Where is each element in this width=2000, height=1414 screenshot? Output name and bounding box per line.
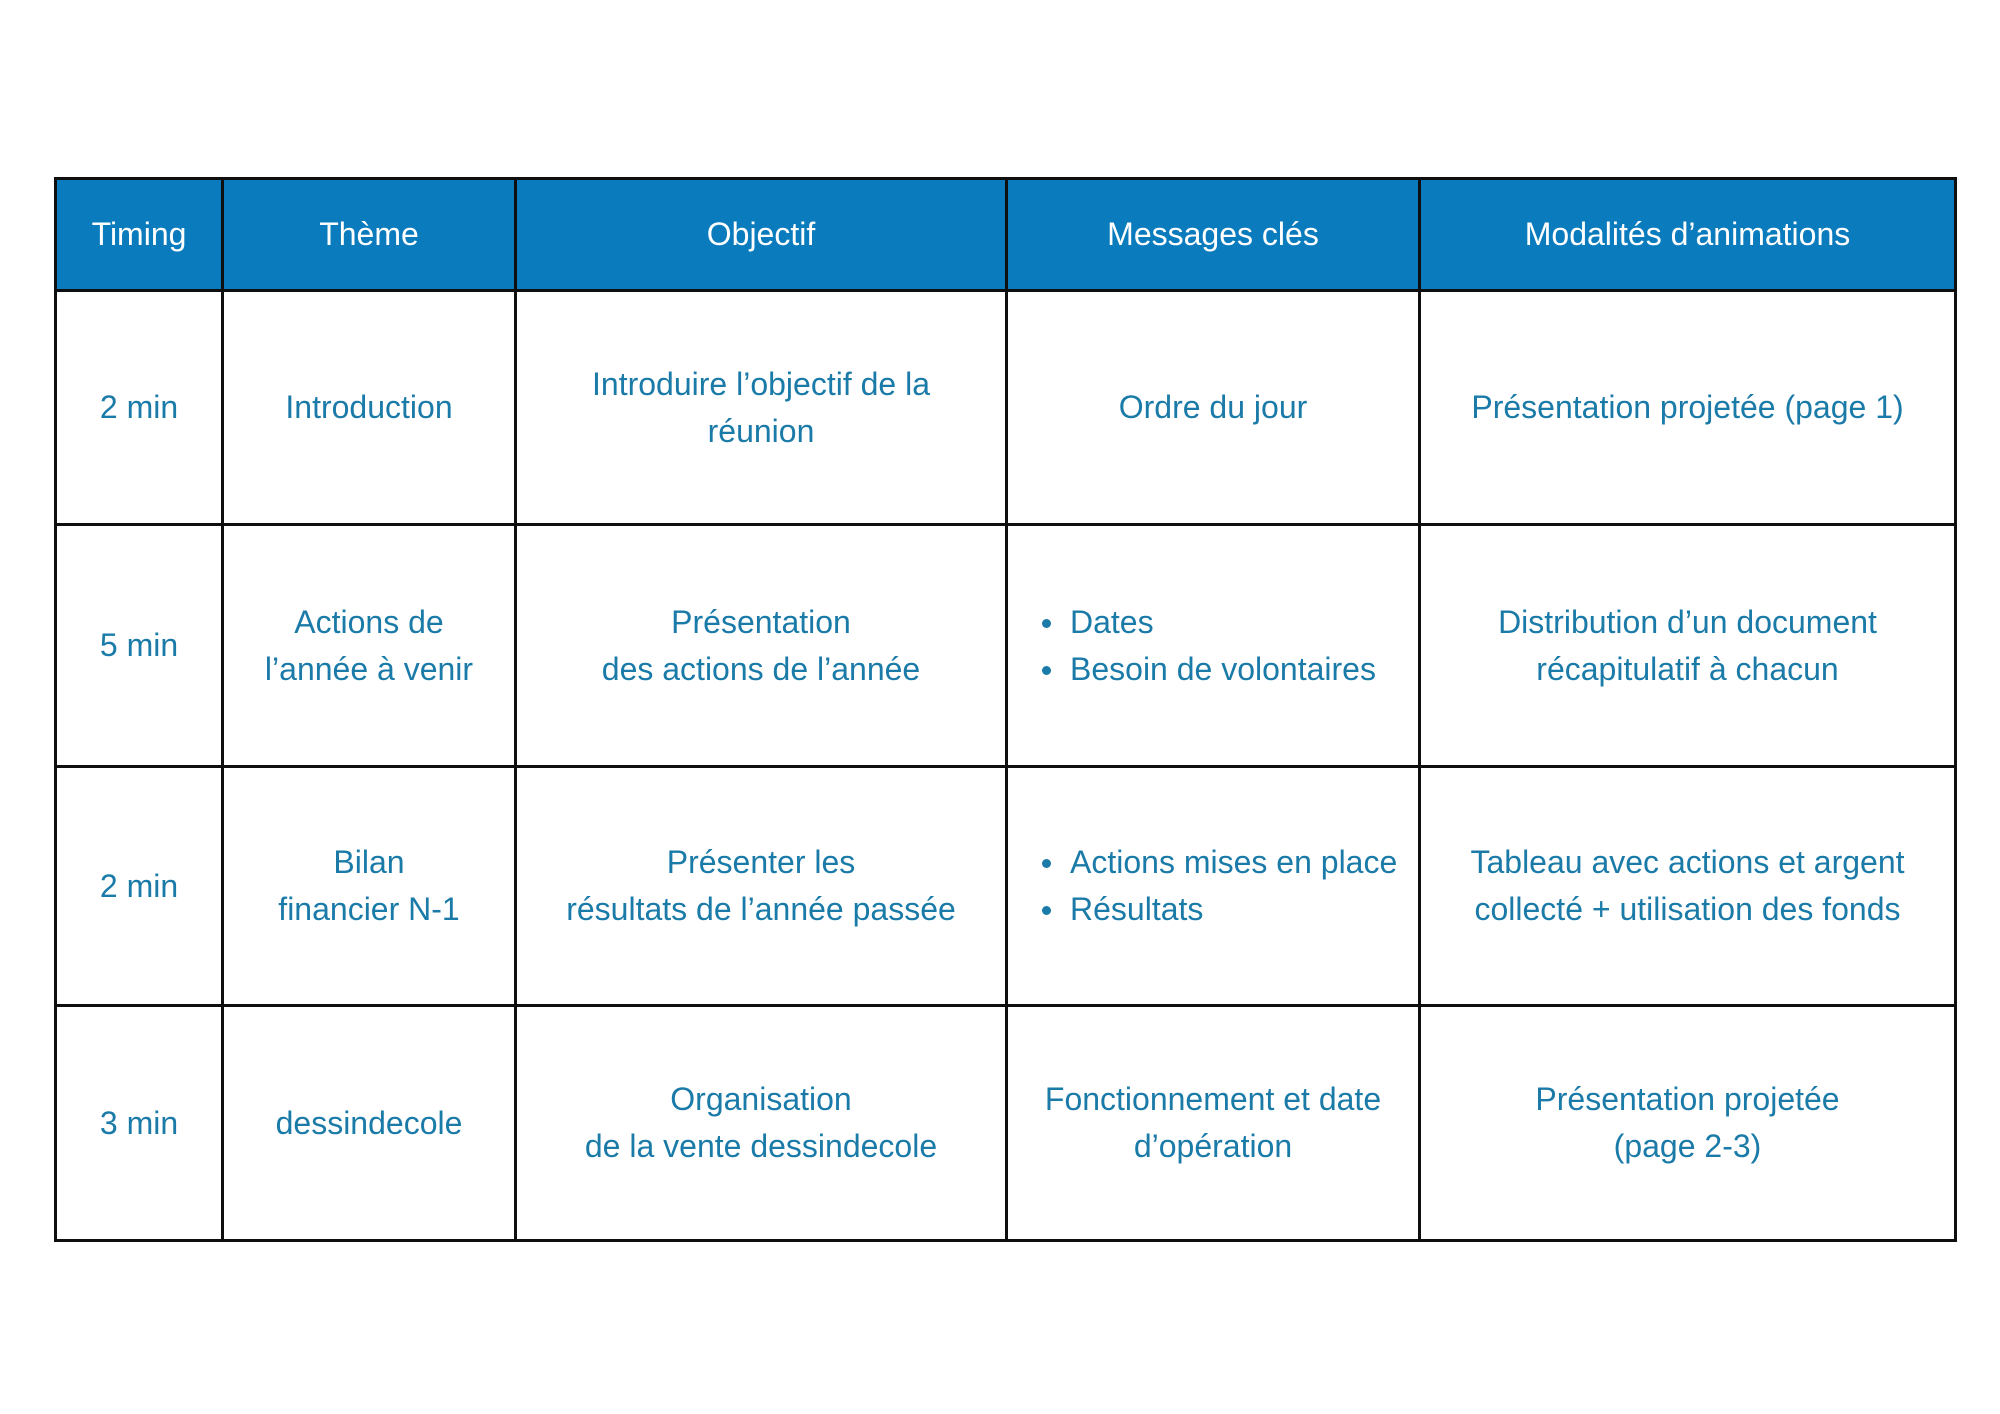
table-row — [56, 525, 1956, 767]
message-line: Fonctionnement et date — [1044, 1081, 1382, 1117]
header-row — [56, 179, 1956, 291]
bullet-item: Actions mises en place — [1030, 839, 1414, 886]
timing-cell: 2 min — [56, 291, 223, 525]
theme-line: Actions de — [294, 603, 444, 640]
table-row — [56, 1006, 1956, 1241]
messages-cell — [1007, 767, 1420, 1006]
modalite-line: Tableau avec actions et argent — [1470, 844, 1905, 880]
theme-cell — [223, 1006, 516, 1241]
table-row — [56, 291, 1956, 525]
objectif-cell — [516, 525, 1007, 767]
header-modalites: Modalités d’animations — [1420, 179, 1956, 291]
objectif-cell — [516, 1006, 1007, 1241]
objectif-line: réunion — [707, 412, 815, 449]
bullet-item: Résultats — [1030, 886, 1414, 933]
modalites-cell — [1420, 1006, 1956, 1241]
modalites-cell — [1420, 767, 1956, 1006]
theme-cell — [223, 525, 516, 767]
bullet-item: Besoin de volontaires — [1030, 646, 1414, 693]
messages-bullet-list — [1030, 839, 1414, 933]
theme-cell — [223, 767, 516, 1006]
messages-bullet-list — [1030, 599, 1414, 693]
header-objectif: Objectif — [516, 179, 1007, 291]
bullet-item: Dates — [1030, 599, 1414, 646]
header-timing: Timing — [56, 179, 223, 291]
theme-line: l’année à venir — [264, 650, 474, 687]
objectif-line: Introduire l’objectif de la — [592, 365, 930, 402]
header-messages: Messages clés — [1007, 179, 1420, 291]
message-line: d’opération — [1133, 1128, 1293, 1164]
messages-cell — [1007, 291, 1420, 525]
objectif-line: Présenter les — [666, 844, 856, 880]
table-row — [56, 767, 1956, 1006]
objectif-line: Présentation — [671, 603, 851, 640]
objectif-line: Organisation — [670, 1081, 852, 1117]
messages-cell — [1007, 1006, 1420, 1241]
objectif-line: de la vente dessindecole — [584, 1128, 938, 1164]
theme-line: financier N-1 — [278, 891, 460, 927]
modalites-cell — [1420, 291, 1956, 525]
objectif-line: résultats de l’année passée — [566, 891, 956, 927]
timing-cell: 5 min — [56, 525, 223, 767]
modalites-cell — [1420, 525, 1956, 767]
timing-cell: 2 min — [56, 767, 223, 1006]
modalite-line: Présentation projetée — [1535, 1081, 1840, 1117]
modalite-line: (page 2-3) — [1613, 1128, 1762, 1164]
modalite-line: Distribution d’un document — [1498, 603, 1877, 640]
header-theme: Thème — [223, 179, 516, 291]
theme-cell — [223, 291, 516, 525]
message-line: Ordre du jour — [1118, 389, 1308, 425]
modalite-line: récapitulatif à chacun — [1536, 650, 1839, 687]
theme-line: Introduction — [285, 389, 453, 425]
theme-line: dessindecole — [275, 1104, 463, 1141]
modalite-line: collecté + utilisation des fonds — [1474, 891, 1901, 927]
messages-cell — [1007, 525, 1420, 767]
objectif-cell — [516, 291, 1007, 525]
objectif-line: des actions de l’année — [601, 650, 921, 687]
modalite-line: Présentation projetée (page 1) — [1471, 389, 1904, 425]
objectif-cell — [516, 767, 1007, 1006]
timing-cell: 3 min — [56, 1006, 223, 1241]
agenda-table — [54, 177, 1957, 1242]
theme-line: Bilan — [333, 844, 405, 880]
